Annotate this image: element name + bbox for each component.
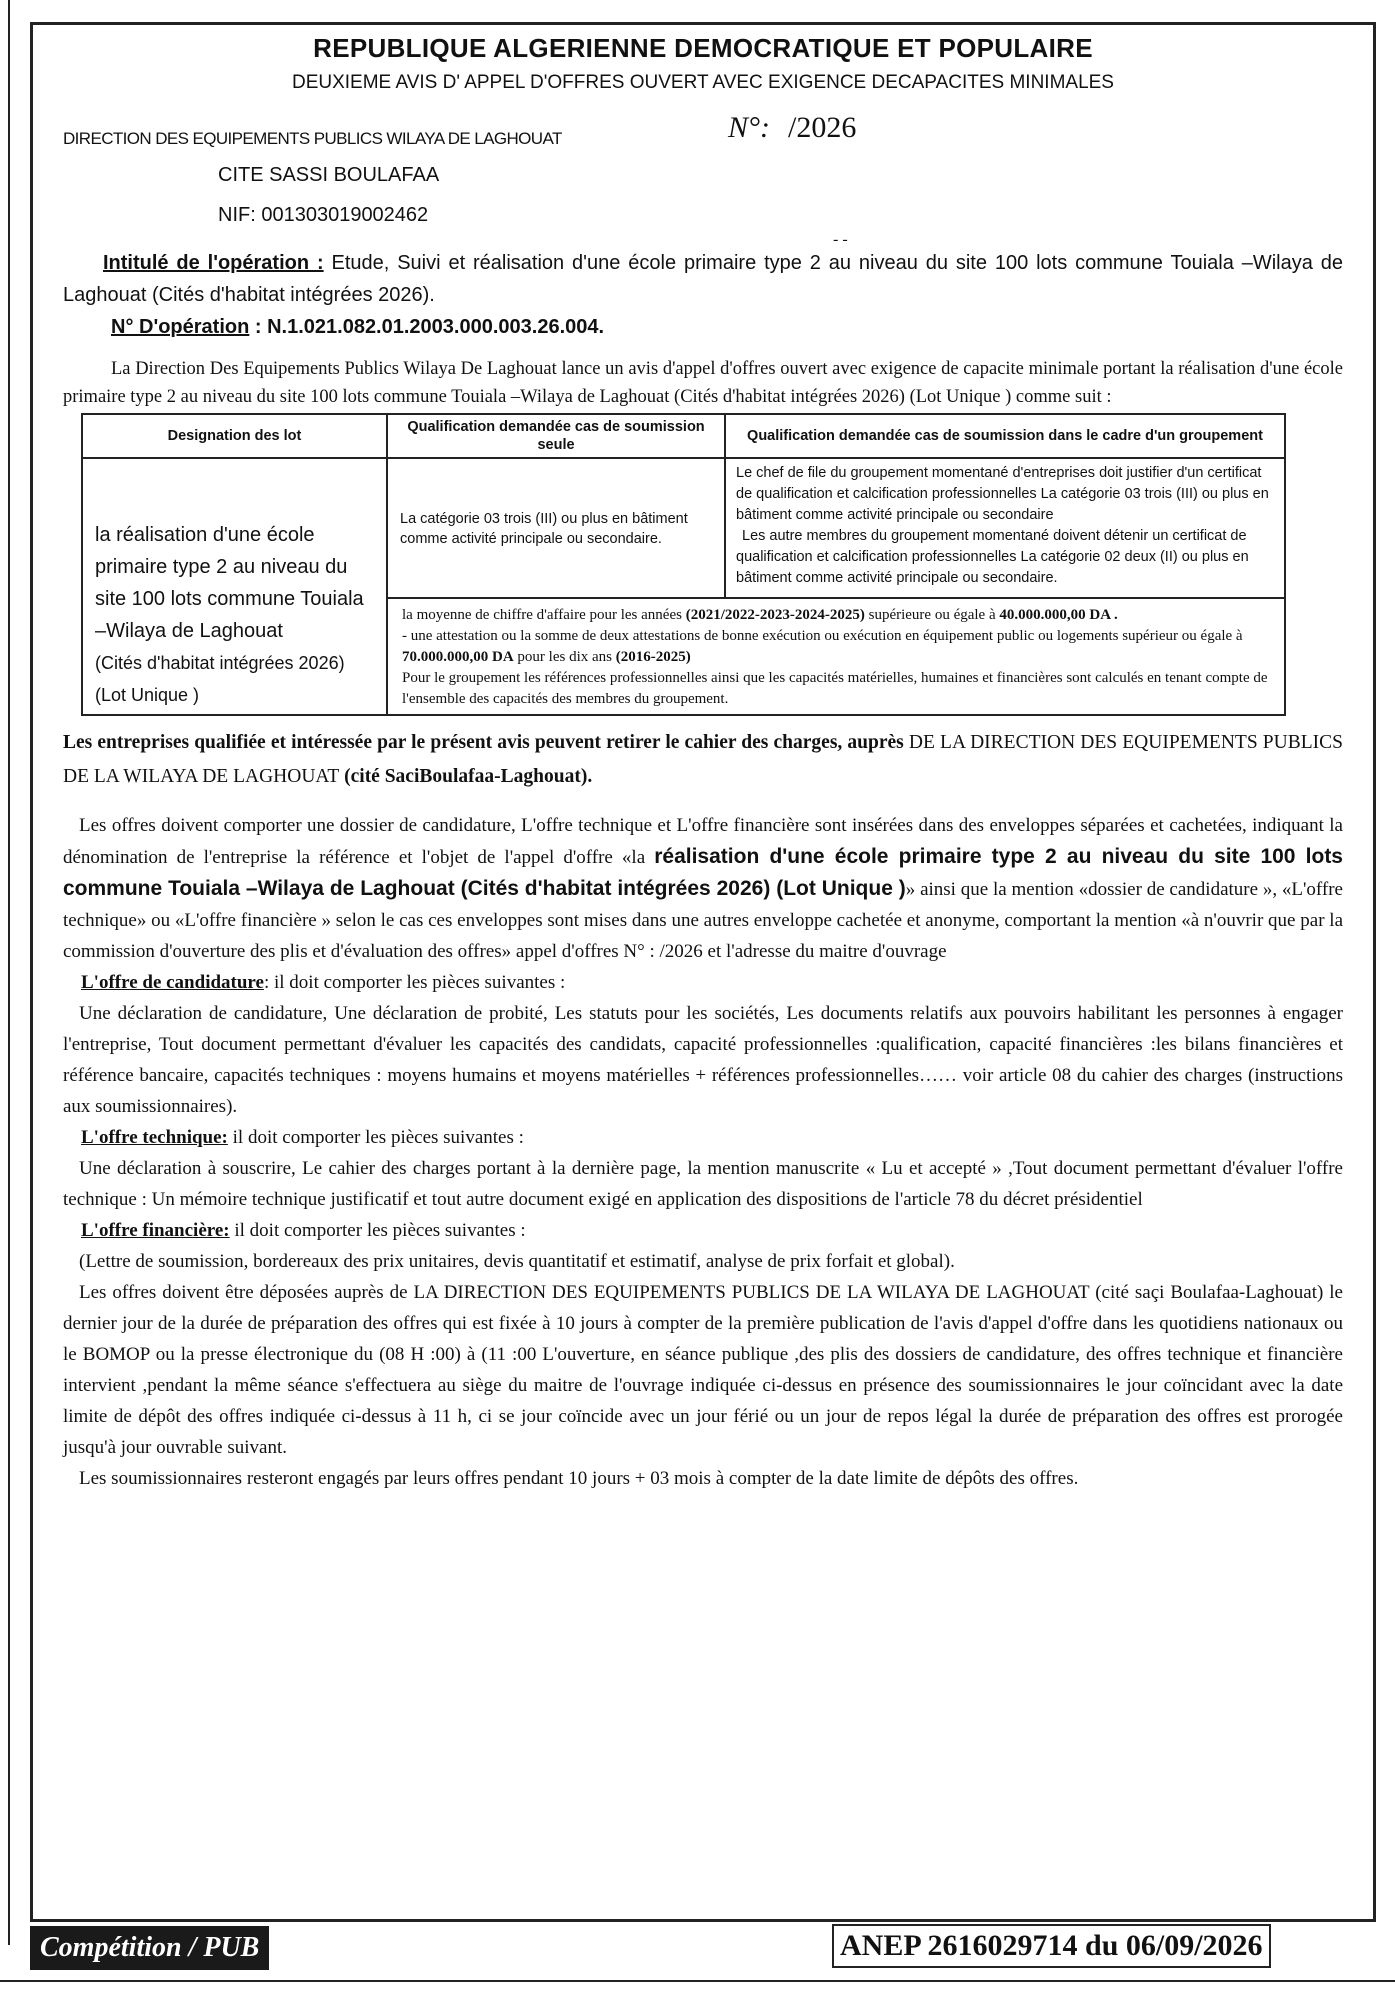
chiffre-affaire-years: (2021/2022-2023-2024-2025) [685, 607, 865, 623]
bottom-rule [0, 1980, 1395, 1982]
candidature-label: L'offre de candidature [81, 972, 264, 993]
offres-text-c: » ainsi que la mention «dossier de candidature », «L'offre technique» ou «L'offre financière » selon le cas ces enveloppes sont mises dans une autres enveloppe cachetée et anonyme, comportant la mention «à n'ouvrir que par la commission d'ouverture des plis et d'évaluation des offres» appel d'offres N° : /2026 et l'adresse du maitre d'ouvrage [63, 879, 1343, 962]
chiffre-affaire-text: la moyenne de chiffre d'affaire pour les années [402, 607, 686, 623]
financiere-label: L'offre financière: [81, 1220, 230, 1241]
technique-section [63, 1122, 1343, 1153]
technique-intro: il doit comporter les pièces suivantes : [227, 1127, 524, 1148]
qual-groupement-membres: Les autre membres du groupement momentané doivent détenir un certificat de qualification et calcification professionnelles La catégorie 02 deux (II) ou plus en bâtiment comme activité principale ou secondaire. [736, 528, 1249, 586]
attestations [402, 626, 1278, 668]
lot-suffix: (Cités d'habitat intégrées 2026) (Lot Unique ) [95, 653, 345, 705]
nif: NIF: 001303019002462 [218, 204, 429, 226]
operation-title [63, 247, 1343, 311]
financiere-section [63, 1215, 1343, 1246]
stray-mark: - - [833, 231, 848, 248]
avis-number-value: /2026 [788, 111, 857, 144]
notice-frame [30, 22, 1376, 1922]
operation-number-label: N° D'opération [111, 316, 250, 338]
depot-paragraph [63, 1277, 1343, 1463]
direction-name: DIRECTION DES EQUIPEMENTS PUBLICS WILAYA DE LAGHOUAT [63, 129, 562, 148]
chiffre-affaire [402, 605, 1278, 626]
candidature-text: Une déclaration de candidature, Une déclaration de probité, Les statuts pour les sociétés, Les documents relatifs aux pouvoirs habilitant les personnes à engager l'entreprise, Tout document permettant d'évaluer les capacités des candidats, capacité professionnelles :qualification, capacité financières :les bilans financières et référence bancaire, capacités techniques : moyens humains et moyens matérielles + références professionnelles…… voir article 08 du cahier des charges (instructions aux soumissionnaires). [63, 1003, 1343, 1117]
operation-number [111, 311, 1343, 343]
table-header-row [82, 414, 1285, 458]
header-qual-seule: Qualification demandée cas de soumission seule [387, 414, 725, 458]
retrait-text-a: Les entreprises qualifiée et intéressée par le présent avis peuvent retirer le cahier des charges, auprès [63, 732, 909, 753]
groupement-references: Pour le groupement les références professionnelles ainsi que les capacités matérielles, humaines et financières sont calculés en tenant compte de l'ensemble des capacités des membres du groupement. [402, 670, 1268, 707]
header-designation: Designation des lot [82, 414, 387, 458]
technique-label: L'offre technique: [81, 1127, 228, 1148]
attestations-amount: 70.000.000,00 DA [402, 649, 514, 665]
retrait-paragraph [63, 726, 1343, 794]
intro-paragraph: La Direction Des Equipements Publics Wilaya De Laghouat lance un avis d'appel d'offres ouvert avec exigence de capacite minimale portant la réalisation d'une école primaire type 2 au niveau du site 100 lots commune Touiala –Wilaya de Laghouat (Cités d'habitat intégrées 2026) (Lot Unique ) comme suit : [63, 359, 1343, 407]
republic-heading: REPUBLIQUE ALGERIENNE DEMOCRATIQUE ET POPULAIRE [313, 33, 1093, 63]
address-cite: CITE SASSI BOULAFAA [218, 164, 440, 186]
offres-paragraph [63, 810, 1343, 967]
avis-number-label: N°: [728, 111, 770, 144]
candidature-intro: : il doit comporter les pièces suivantes : [263, 972, 566, 993]
attestations-text-b: pour les dix ans [513, 649, 616, 665]
avis-number [728, 111, 856, 145]
lots-table [81, 413, 1286, 716]
qual-groupement-cell [725, 458, 1285, 598]
offres-object: réalisation d'une école primaire type 2 au niveau du site 100 lots commune Touiala –Wilaya de Laghouat (Cités d'habitat intégrées 2026) (Lot Unique ) [63, 845, 1343, 900]
chiffre-affaire-text-b: supérieure ou égale à [864, 607, 1000, 623]
depot-text-a: Les offres doivent être déposées auprès de [79, 1282, 414, 1303]
retrait-direction: DE LA DIRECTION DES EQUIPEMENTS PUBLICS DE LA WILAYA DE LAGHOUAT [63, 732, 1343, 787]
attestations-text: - une attestation ou la somme de deux attestations de bonne exécution ou exécution en équipement public ou logements supérieur ou égale à [402, 628, 1243, 644]
operation-title-text: Etude, Suivi et réalisation d'une école primaire type 2 au niveau du site 100 lots commune Touiala –Wilaya de Laghouat (Cités d'habitat intégrées 2026). [63, 252, 1343, 306]
offres-text-a: Les offres doivent comporter une dossier de candidature, L'offre technique et L'offre financière sont insérées dans des enveloppes séparées et cachetées, indiquant la dénomination de l'entreprise la référence et l'objet de l'appel d'offre «la [63, 815, 1343, 868]
operation-title-label: Intitulé de l'opération : [103, 252, 324, 274]
lot-name: la réalisation d'une école primaire type 2 au niveau du site 100 lots commune Touiala –Wilaya de Laghouat [95, 524, 364, 642]
financiere-text: (Lettre de soumission, bordereaux des prix unitaires, devis quantitatif et estimatif, analyse de prix forfait et global). [79, 1251, 955, 1272]
header-qual-groupement: Qualification demandée cas de soumission dans le cadre d'un groupement [725, 414, 1285, 458]
lot-designation-cell [82, 458, 387, 715]
retrait-text-c: (cité SaciBoulafaa-Laghouat). [339, 766, 593, 787]
capacite-financiere-cell [387, 598, 1285, 715]
anep-reference: ANEP 2616029714 du 06/09/2026 [832, 1924, 1271, 1968]
direction-row [63, 111, 1343, 155]
engagement-paragraph: Les soumissionnaires resteront engagés par leurs offres pendant 10 jours + 03 mois à compter de la date limite de dépôts des offres. [79, 1468, 1079, 1489]
operation-number-value: : N.1.021.082.01.2003.000.003.26.004. [249, 316, 605, 338]
chiffre-affaire-amount: 40.000.000,00 DA . [999, 607, 1118, 623]
attestations-years: (2016-2025) [615, 649, 691, 665]
avis-title: DEUXIEME AVIS D' APPEL D'OFFRES OUVERT AVEC EXIGENCE DECAPACITES MINIMALES [291, 72, 1114, 93]
qual-groupement-chef: Le chef de file du groupement momentané d'entreprises doit justifier d'un certificat de qualification et calcification professionnelles La catégorie 03 trois (III) ou plus en bâtiment comme activité principale ou secondaire [736, 465, 1269, 523]
qual-seule-cell: La catégorie 03 trois (III) ou plus en bâtiment comme activité principale ou secondaire. [387, 458, 725, 598]
depot-text-c: (cité saçi Boulafaa-Laghouat) le dernier jour de la durée de préparation des offres qui est fixée à 10 jours à compter de la première publication de l'avis d'appel d'offre dans les quotidiens nationaux ou le BOMOP ou la presse électronique du (08 H :00) à (11 :00 L'ouverture, en séance publique ,des plis des dossiers de candidature, des offres technique et financière intervient ,pendant la même séance s'effectuera au siège du maitre de l'ouvrage indiquée ci-dessus en présence des soumissionnaires le jour coïncidant avec la date limite de dépôt des offres indiquée ci-dessus à 11 h, ci se jour coïncide avec un jour férié ou un jour de repos légal la durée de préparation des offres est prorogée jusqu'à jour ouvrable suivant. [63, 1282, 1343, 1458]
technique-text: Une déclaration à souscrire, Le cahier des charges portant à la dernière page, la mention manuscrite « Lu et accepté » ,Tout document permettant d'évaluer l'offre technique : Un mémoire technique justificatif et tout autre document exigé en application des dispositions de l'article 78 du décret présidentiel [63, 1158, 1343, 1210]
financiere-intro: il doit comporter les pièces suivantes : [229, 1220, 526, 1241]
table-row [82, 458, 1285, 598]
left-margin-rule [0, 0, 10, 1945]
depot-direction: LA DIRECTION DES EQUIPEMENTS PUBLICS DE LA WILAYA DE LAGHOUAT [413, 1282, 1090, 1303]
candidature-section [63, 967, 1343, 998]
competition-pub-badge: Compétition / PUB [30, 1926, 269, 1970]
